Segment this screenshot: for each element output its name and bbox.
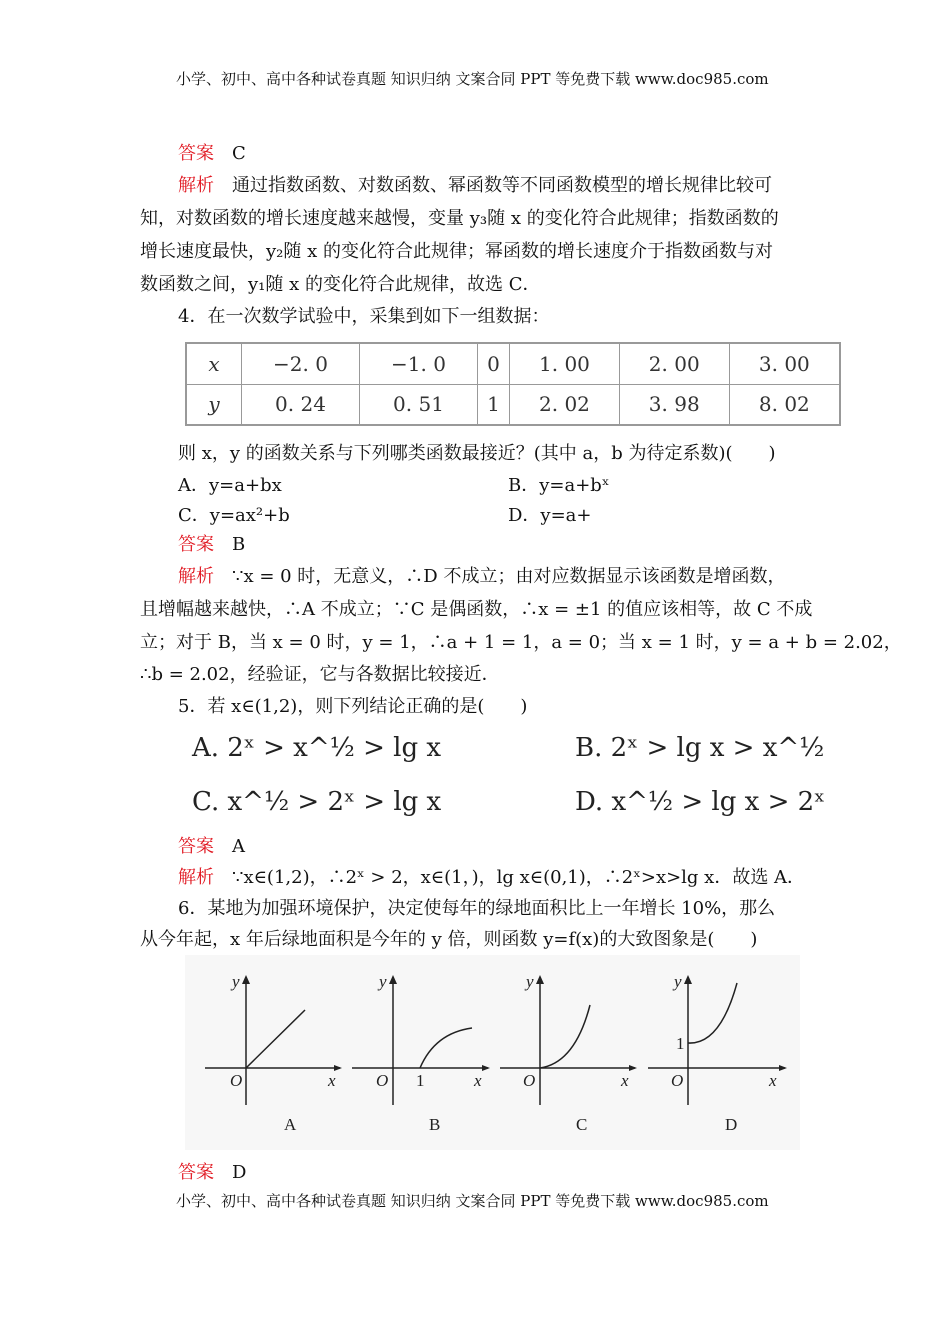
q5-analysis (178, 866, 805, 890)
origin-label: O (523, 1071, 536, 1090)
page-footer: 小学、初中、高中各种试卷真题 知识归纳 文案合同 PPT 等免费下载 www.doc985.com (176, 1192, 769, 1210)
q4-option-c: C．y=ax²+b (178, 505, 290, 526)
q3-answer (178, 142, 246, 166)
origin-label: O (230, 1071, 243, 1090)
table-cell: 2. 02 (510, 384, 620, 425)
page-header: 小学、初中、高中各种试卷真题 知识归纳 文案合同 PPT 等免费下载 www.doc985.com (176, 70, 769, 88)
q5-stem: 5．若 x∈(1,2)，则下列结论正确的是( ) (178, 696, 528, 717)
x-label: x (769, 1071, 777, 1090)
function-graphs (185, 955, 800, 1150)
table-cell: 1. 00 (510, 343, 620, 384)
analysis-label: 解析 (178, 175, 214, 196)
table-cell: 2. 00 (619, 343, 729, 384)
q4-option-b: B．y=a+bˣ (508, 475, 610, 496)
table-row (186, 343, 840, 384)
q6-stem-line: 从今年起，x 年后绿地面积是今年的 y 倍，则函数 y=f(x)的大致图象是( ) (140, 929, 758, 950)
text: ∵x∈(1,2)，∴2ˣ > 2，x∈(1，)，lg x∈(0,1)，∴2ˣ>x>lg x．故选 A． (232, 867, 806, 888)
table-cell: 0. 24 (242, 384, 360, 425)
data-table (185, 342, 841, 426)
graphs-background (185, 955, 800, 1150)
q5-option-d: D. x^½ > lg x > 2ˣ (575, 787, 826, 817)
tick-label: 1 (676, 1034, 685, 1053)
graph-label: A (284, 1115, 297, 1134)
answer-label: 答案 (178, 143, 214, 164)
table-row (186, 384, 840, 425)
graph-label: D (725, 1115, 738, 1134)
q3-analysis-line (178, 174, 772, 198)
table-cell: 3. 98 (619, 384, 729, 425)
table-cell: y (186, 384, 242, 425)
table-cell: x (186, 343, 242, 384)
x-label: x (474, 1071, 482, 1090)
q4-analysis-line: 立；对于 B，当 x = 0 时，y = 1，∴a + 1 = 1，a = 0；当 x = 1 时，y = a + b = 2.02， (140, 632, 902, 653)
graph-label: B (429, 1115, 441, 1134)
q4-question: 则 x，y 的函数关系与下列哪类函数最接近？(其中 a，b 为待定系数)( ) (178, 443, 776, 464)
q4-option-a: A．y=a+bx (178, 475, 282, 496)
answer-value: D (232, 1162, 247, 1183)
y-label: y (232, 972, 240, 991)
analysis-label: 解析 (178, 867, 214, 888)
q4-analysis-line: ∴b = 2.02，经验证，它与各数据比较接近． (140, 664, 500, 685)
q5-option-b: B. 2ˣ > lg x > x^½ (575, 733, 825, 763)
x-label: x (328, 1071, 336, 1090)
analysis-label: 解析 (178, 566, 214, 587)
origin-label: O (376, 1071, 389, 1090)
q4-stem: 4．在一次数学试验中，采集到如下一组数据： (178, 306, 550, 327)
answer-label: 答案 (178, 534, 214, 555)
table-cell: 3. 00 (729, 343, 840, 384)
q5-option-a: A. 2ˣ > x^½ > lg x (192, 733, 442, 763)
table-cell: 0 (478, 343, 510, 384)
q5-option-c: C. x^½ > 2ˣ > lg x (192, 787, 442, 817)
y-label: y (379, 972, 387, 991)
table-cell: 8. 02 (729, 384, 840, 425)
y-label: y (526, 972, 534, 991)
q5-answer (178, 835, 245, 859)
q3-analysis-line: 数函数之间，y₁随 x 的变化符合此规律，故选 C． (140, 274, 541, 295)
origin-label: O (671, 1071, 684, 1090)
tick-label: 1 (416, 1071, 425, 1090)
table-cell: −2. 0 (242, 343, 360, 384)
answer-label: 答案 (178, 1162, 214, 1183)
q6-answer (178, 1161, 246, 1185)
q4-option-d: D．y=a+ (508, 505, 592, 526)
q6-stem-line: 6．某地为加强环境保护，决定使每年的绿地面积比上一年增长 10%，那么 (178, 898, 776, 919)
text: ∵x = 0 时，无意义，∴D 不成立；由对应数据显示该函数是增函数， (232, 566, 786, 587)
answer-value: A (232, 836, 245, 857)
q3-analysis-line: 知，对数函数的增长速度越来越慢，变量 y₃随 x 的变化符合此规律；指数函数的 (140, 208, 779, 229)
q3-analysis-line: 增长速度最快，y₂随 x 的变化符合此规律；幂函数的增长速度介于指数函数与对 (140, 241, 773, 262)
q4-answer (178, 533, 245, 557)
answer-label: 答案 (178, 836, 214, 857)
text: 通过指数函数、对数函数、幂函数等不同函数模型的增长规律比较可 (232, 175, 772, 196)
table-cell: 1 (478, 384, 510, 425)
answer-value: C (232, 143, 246, 164)
q4-analysis-line (178, 565, 785, 589)
answer-value: B (232, 534, 246, 555)
y-label: y (674, 972, 682, 991)
table-cell: 0. 51 (360, 384, 478, 425)
q4-analysis-line: 且增幅越来越快，∴A 不成立；∵C 是偶函数，∴x = ±1 的值应该相等，故 C 不成 (140, 599, 813, 620)
table-cell: −1. 0 (360, 343, 478, 384)
x-label: x (621, 1071, 629, 1090)
graph-label: C (576, 1115, 588, 1134)
